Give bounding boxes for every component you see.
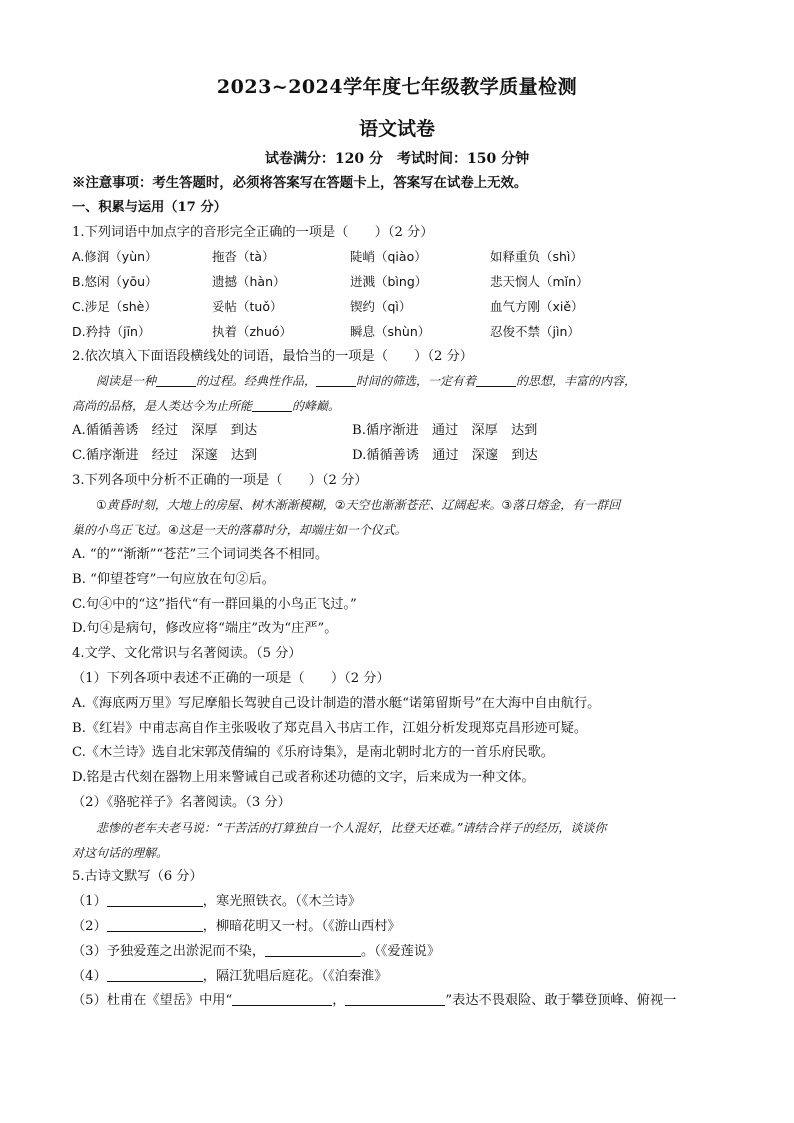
passage-text: 的过程。经典性作品， bbox=[196, 374, 317, 389]
line-text: ，柳暗花明又一村。（《游山西村》 bbox=[202, 918, 401, 934]
answer-blank[interactable] bbox=[345, 991, 445, 1006]
q2-options-row-1 bbox=[72, 419, 722, 444]
option-cell: 锲约（qì） bbox=[350, 298, 412, 314]
question-4-stem: 4.文学、文化常识与名著阅读。（5 分） bbox=[72, 646, 302, 662]
exam-time: 考试时间：150 分钟 bbox=[397, 151, 530, 167]
q4-option-c: C.《木兰诗》选自北宋郭茂倩编的《乐府诗集》，是南北朝时北方的一首乐府民歌。 bbox=[72, 745, 554, 761]
q3-passage-line-2: 巢的小鸟正飞过。④这是一天的落幕时分，却端庄如一个仪式。 bbox=[72, 523, 407, 538]
exam-info bbox=[0, 148, 794, 168]
q4-sub-2: （2）《骆驼祥子》名著阅读。（3 分） bbox=[72, 794, 291, 810]
option-a: A.循循善诱 经过 深厚 到达 bbox=[72, 422, 258, 438]
q4-option-b: B.《红岩》中甫志高自作主张吸收了郑克昌入书店工作，江姐分析发现郑克昌形迹可疑。 bbox=[72, 720, 588, 736]
q1-option-c bbox=[72, 295, 722, 320]
q2-options-row-2 bbox=[72, 444, 722, 469]
option-cell: 陡峭（qiào） bbox=[350, 249, 427, 265]
option-cell: 妥帖（tuǒ） bbox=[212, 298, 283, 314]
fill-blank[interactable] bbox=[252, 397, 292, 412]
line-text: （2） bbox=[72, 918, 107, 934]
q1-option-b bbox=[72, 270, 722, 295]
answer-blank[interactable] bbox=[107, 892, 203, 907]
passage-text: 的峰巅。 bbox=[292, 399, 341, 414]
option-b: B.循序渐进 通过 深厚 达到 bbox=[352, 422, 538, 438]
exam-content bbox=[72, 171, 722, 1014]
answer-blank[interactable] bbox=[265, 942, 361, 957]
q3-option-d: D.句④是病句，修改应将“端庄”改为“庄严”。 bbox=[72, 621, 338, 637]
question-1-stem: 1.下列词语中加点字的音形完全正确的一项是（ ）（2 分） bbox=[72, 224, 434, 240]
q5-line-5 bbox=[72, 989, 722, 1014]
q1-option-d bbox=[72, 320, 722, 345]
q5-line-4 bbox=[72, 965, 722, 990]
q3-passage-line-1: ①黄昏时刻，大地上的房屋、树木渐渐模糊，②天空也渐渐苍茫、辽阔起来。③落日熔金，有一群回 bbox=[96, 498, 621, 513]
q4-passage-line-1: 悲惨的老车夫老马说：“干苦活的打算独自一个人混好，比登天还难。”请结合祥子的经历，谈谈你 bbox=[96, 820, 607, 835]
option-cell: 迸溅（bìng） bbox=[350, 274, 428, 290]
question-5-stem: 5.古诗文默写（6 分） bbox=[72, 869, 203, 885]
passage-text: 高尚的品格，是人类达今为止所能 bbox=[72, 399, 253, 414]
question-2-stem: 2.依次填入下面语段横线处的词语，最恰当的一项是（ ）（2 分） bbox=[72, 348, 473, 364]
question-3-stem: 3.下列各项中分析不正确的一项是（ ）（2 分） bbox=[72, 472, 368, 488]
fill-blank[interactable] bbox=[476, 372, 516, 387]
q4-option-d: D.铭是古代刻在器物上用来警诫自己或者称述功德的文字，后来成为一种文体。 bbox=[72, 770, 535, 786]
option-cell: 瞬息（shùn） bbox=[350, 323, 431, 339]
answer-blank[interactable] bbox=[107, 917, 203, 932]
line-text: 。（《爱莲说》 bbox=[361, 943, 441, 959]
q5-line-2 bbox=[72, 915, 722, 940]
option-cell: 执着（zhuó） bbox=[212, 323, 293, 339]
line-text: ， bbox=[332, 993, 346, 1009]
option-cell: A.修润（yùn） bbox=[72, 249, 158, 265]
fill-blank[interactable] bbox=[156, 372, 196, 387]
line-text: ，寒光照铁衣。（《木兰诗》 bbox=[202, 894, 362, 910]
exam-title: 2023~2024学年度七年级教学质量检测 bbox=[216, 76, 578, 98]
option-cell: 拖沓（tà） bbox=[212, 249, 275, 265]
option-cell: C.涉足（shè） bbox=[72, 298, 157, 314]
option-c: C.循序渐进 经过 深邃 达到 bbox=[72, 447, 258, 463]
fill-blank[interactable] bbox=[316, 372, 356, 387]
q1-option-a bbox=[72, 245, 722, 270]
q2-passage-line-2 bbox=[72, 394, 722, 419]
passage-text: 阅读是一种 bbox=[96, 374, 157, 389]
answer-blank[interactable] bbox=[107, 967, 203, 982]
section-heading: 一、积累与运用（17 分） bbox=[72, 199, 227, 215]
option-cell: 遗撼（hàn） bbox=[212, 274, 286, 290]
q5-line-3 bbox=[72, 940, 722, 965]
answer-blank[interactable] bbox=[232, 991, 332, 1006]
q3-option-a: A. “的”“渐渐”“苍茫”三个词词类各不相同。 bbox=[72, 546, 329, 562]
q3-option-b: B. “仰望苍穹”一句应放在句②后。 bbox=[72, 571, 275, 587]
option-cell: 忍俊不禁（jìn） bbox=[490, 323, 580, 339]
q5-line-1 bbox=[72, 890, 722, 915]
line-text: ”表达不畏艰险、敢于攀登顶峰、俯视一 bbox=[445, 993, 677, 1009]
full-score: 试卷满分：120 分 bbox=[264, 151, 383, 167]
q4-sub-1: （1）下列各项中表述不正确的一项是（ ）（2 分） bbox=[72, 670, 390, 686]
q4-passage-line-2: 对这句话的理解。 bbox=[72, 845, 169, 860]
q2-passage-line-1 bbox=[72, 369, 722, 394]
option-cell: B.悠闲（yōu） bbox=[72, 274, 158, 290]
q3-option-c: C.句④中的“这”指代“有一群回巢的小鸟正飞过。” bbox=[72, 596, 357, 612]
line-text: （3）予独爱莲之出淤泥而不染， bbox=[72, 943, 266, 959]
option-cell: 如释重负（shì） bbox=[490, 249, 583, 265]
notice: ※注意事项：考生答题时，必须将答案写在答题卡上，答案写在试卷上无效。 bbox=[72, 175, 528, 191]
option-cell: D.矜持（jīn） bbox=[72, 323, 151, 339]
line-text: ，隔江犹唱后庭花。（《泊秦淮》 bbox=[202, 968, 388, 984]
line-text: （1） bbox=[72, 894, 107, 910]
line-text: （5）杜甫在《望岳》中用“ bbox=[72, 993, 233, 1009]
option-d: D.循循善诱 通过 深邃 到达 bbox=[352, 447, 538, 463]
line-text: （4） bbox=[72, 968, 107, 984]
q4-option-a: A.《海底两万里》写尼摩船长驾驶自己设计制造的潜水艇“诺第留斯号”在大海中自由航行。 bbox=[72, 695, 601, 711]
option-cell: 血气方刚（xiě） bbox=[490, 298, 584, 314]
passage-text: 的思想，丰富的内容， bbox=[516, 374, 637, 389]
exam-subtitle: 语文试卷 bbox=[358, 118, 435, 140]
option-cell: 悲天悯人（mǐn） bbox=[490, 274, 589, 290]
passage-text: 时间的筛选，一定有着 bbox=[356, 374, 477, 389]
